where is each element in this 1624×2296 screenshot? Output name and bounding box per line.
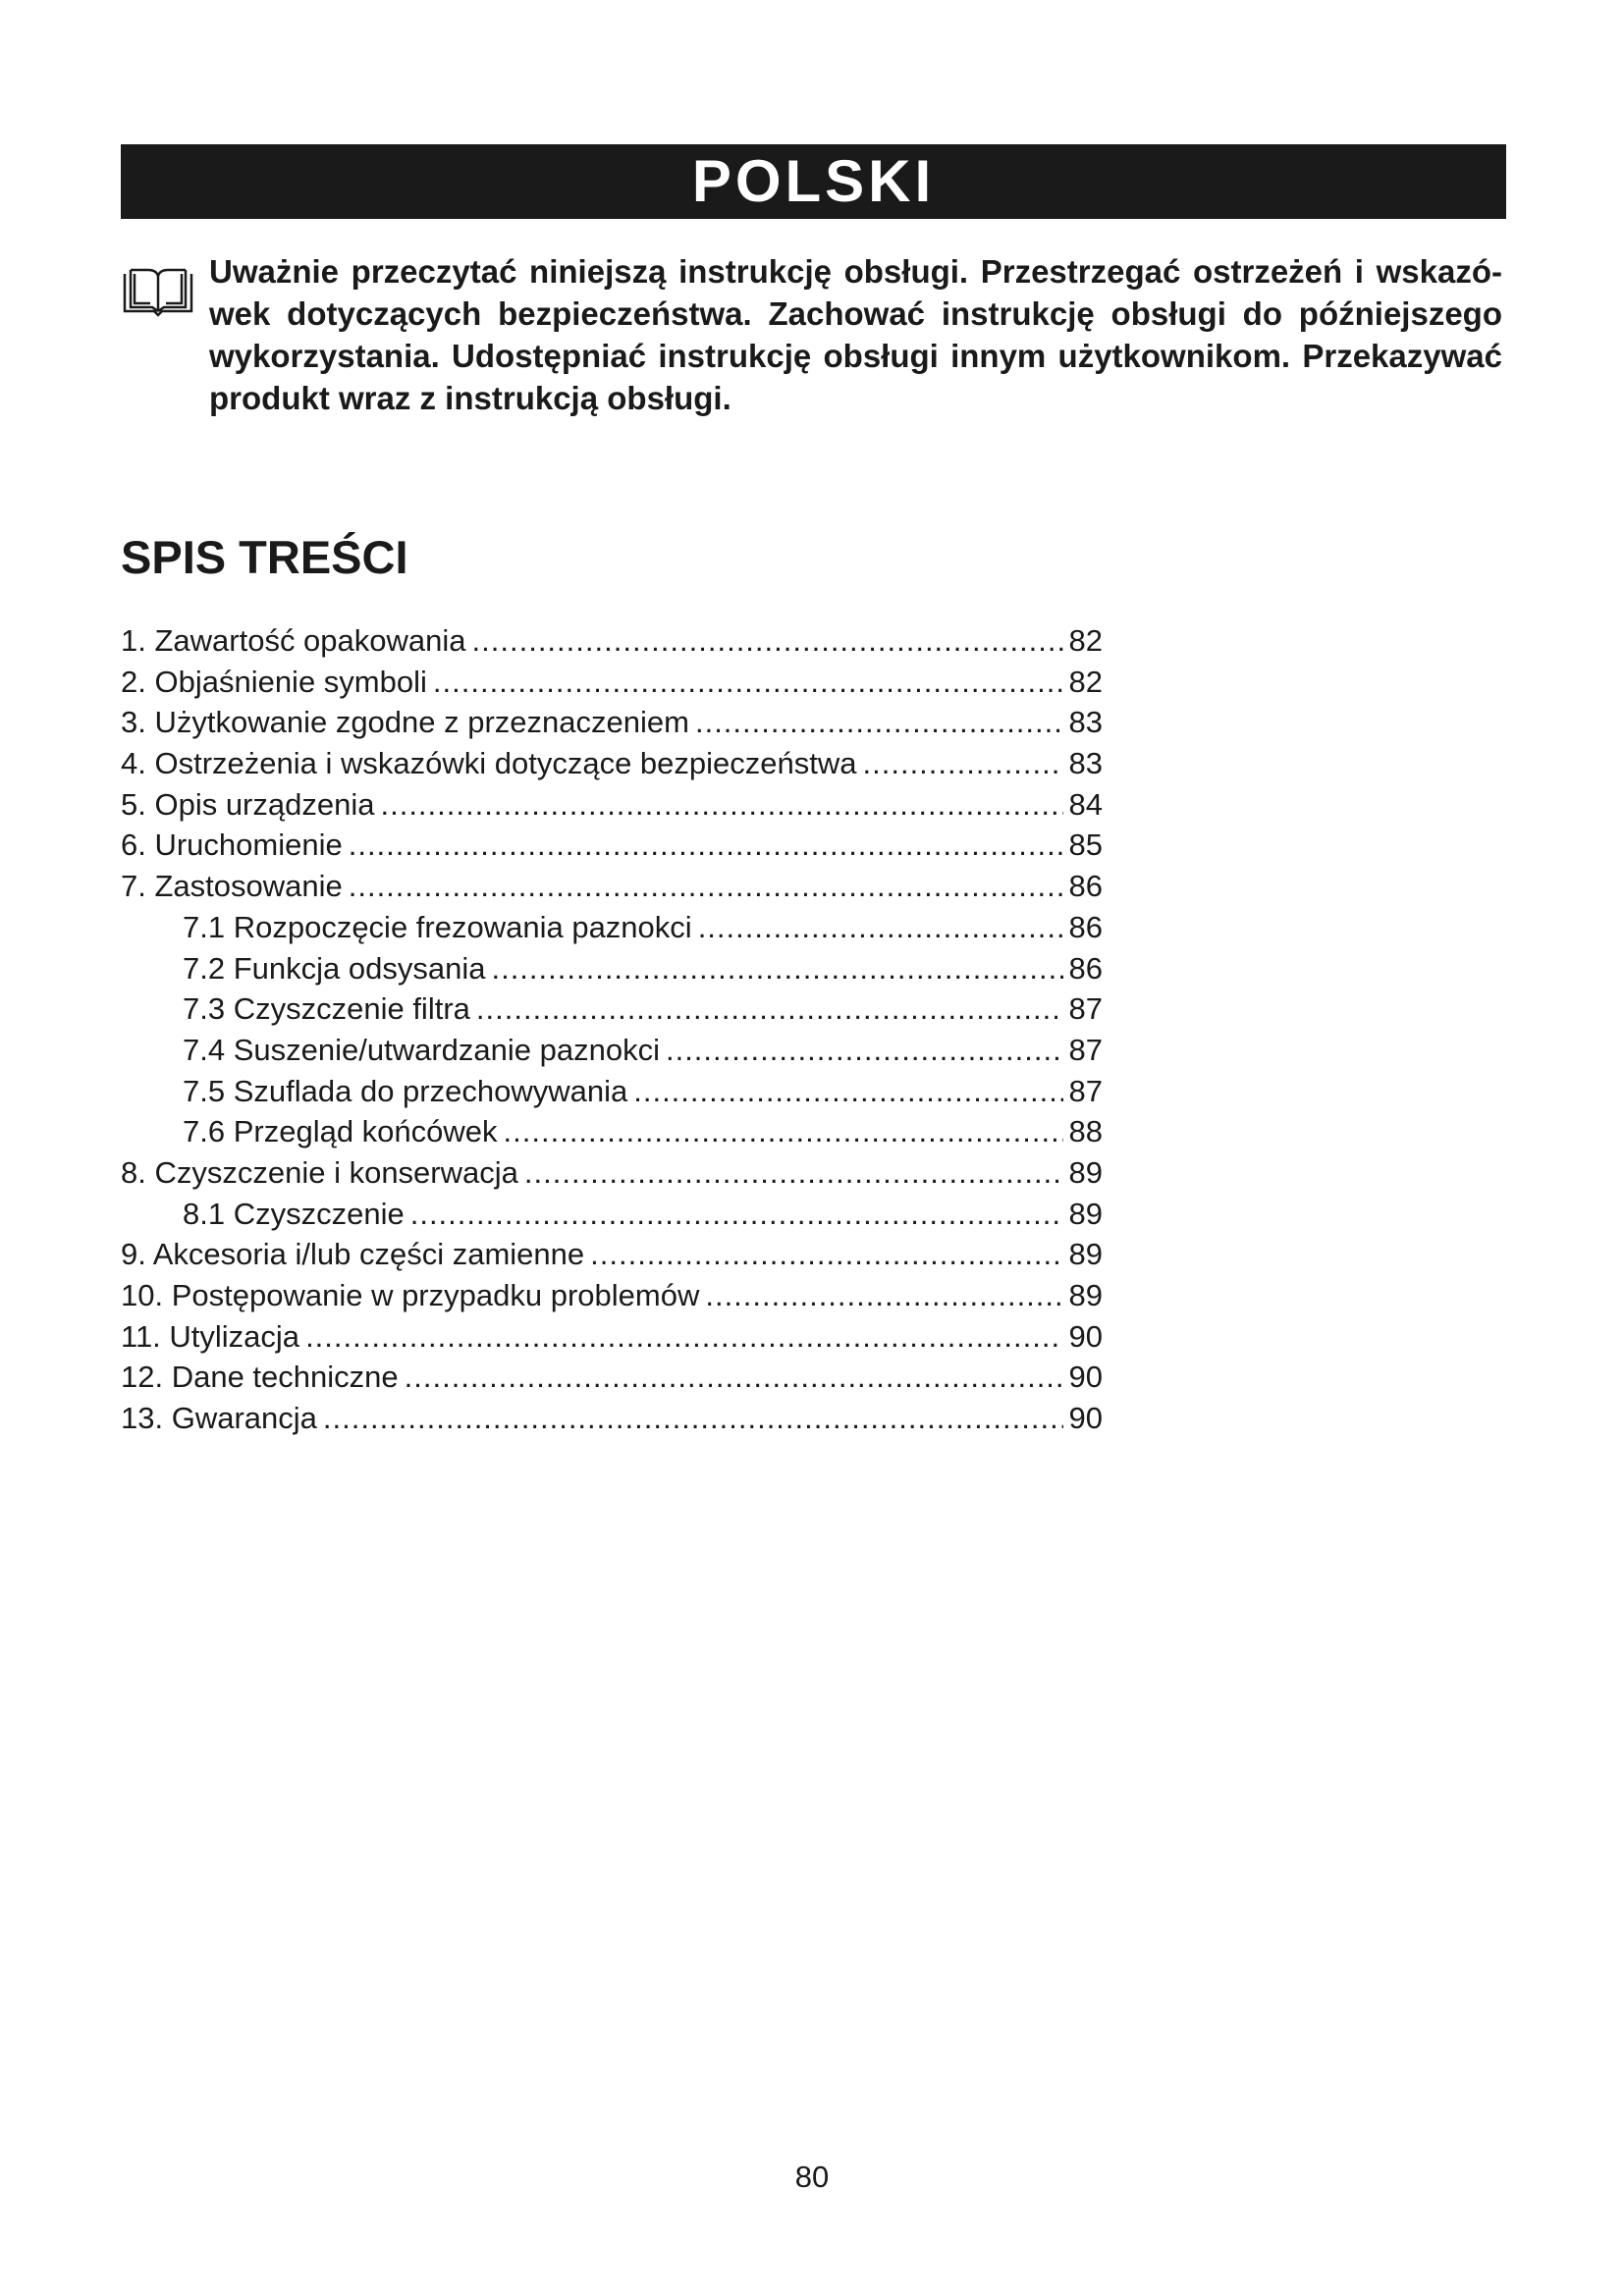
language-banner — [121, 144, 1506, 219]
toc-entry — [121, 866, 1103, 907]
toc-entry — [121, 1398, 1103, 1439]
toc-entry-label: 9. Akcesoria i/lub części zamienne — [121, 1237, 585, 1272]
toc-entry — [121, 1316, 1103, 1358]
page-number: 80 — [794, 2160, 830, 2194]
toc-entry-page: 84 — [1068, 786, 1103, 822]
toc-entry — [121, 1071, 1103, 1112]
toc-entry-page: 89 — [1068, 1278, 1103, 1312]
toc-entry-label: 5. Opis urządzenia — [121, 786, 375, 822]
toc-leader-dots — [323, 1398, 1063, 1439]
toc-entry-page: 90 — [1068, 1318, 1103, 1354]
toc-leader-dots — [698, 907, 1063, 948]
toc-entry-label: 10. Postępowanie w przypadku problemów — [121, 1278, 700, 1312]
notice-text: Uważnie przeczytać niniejszą instrukcję obsługi. Przestrzegać ostrzeżeń i wskazó-wek dotyczących bezpieczeństwa. Zachować instrukcję obsługi do późniejszego wykorzystania. Udostępniać instrukcję obsługi innym użytkownikom. Przekazywać produkt wraz z instrukcją obsługi. — [209, 253, 1502, 416]
toc-leader-dots — [349, 866, 1063, 907]
toc-entry-label: 6. Uruchomienie — [121, 828, 343, 863]
toc-leader-dots — [633, 1071, 1062, 1112]
toc-leader-dots — [524, 1152, 1063, 1194]
language-title: POLSKI — [691, 148, 936, 214]
toc-entry-page: 83 — [1068, 705, 1103, 740]
toc-entry — [121, 1030, 1103, 1071]
toc-entry-page: 89 — [1068, 1154, 1103, 1190]
toc-entry — [121, 1275, 1103, 1316]
toc-entry-page: 87 — [1068, 991, 1103, 1027]
toc-leader-dots — [472, 620, 1063, 662]
toc-entry-label: 3. Użytkowanie zgodne z przeznaczeniem — [121, 705, 689, 740]
toc-entry — [121, 620, 1103, 662]
toc-entry-page: 82 — [1068, 623, 1103, 658]
toc-entry-page: 86 — [1068, 909, 1103, 944]
toc-entry — [121, 743, 1103, 784]
toc-entry-page: 86 — [1068, 869, 1103, 904]
table-of-contents — [121, 620, 1103, 1439]
toc-leader-dots — [504, 1111, 1063, 1152]
toc-entry — [121, 1111, 1103, 1152]
toc-entry-label: 7.1 Rozpoczęcie frezowania paznokci — [183, 909, 692, 944]
toc-entry — [121, 1152, 1103, 1194]
toc-entry-label: 7.6 Przegląd końcówek — [183, 1114, 498, 1149]
toc-leader-dots — [863, 743, 1063, 784]
toc-entry-label: 7. Zastosowanie — [121, 869, 343, 904]
toc-entry-page: 89 — [1068, 1196, 1103, 1231]
toc-entry-label: 7.5 Szuflada do przechowywania — [183, 1073, 628, 1108]
toc-entry-label: 12. Dane techniczne — [121, 1360, 399, 1395]
toc-entry-label: 7.2 Funkcja odsysania — [183, 950, 486, 986]
toc-entry-page: 83 — [1068, 746, 1103, 781]
toc-leader-dots — [476, 988, 1063, 1030]
toc-entry-label: 11. Utylizacja — [121, 1318, 300, 1354]
toc-leader-dots — [305, 1316, 1062, 1358]
toc-entry-label: 7.4 Suszenie/utwardzanie paznokci — [183, 1032, 660, 1067]
toc-leader-dots — [491, 948, 1062, 989]
toc-entry-page: 86 — [1068, 950, 1103, 986]
toc-entry — [121, 1234, 1103, 1275]
toc-entry — [121, 662, 1103, 703]
open-book-icon — [121, 264, 195, 319]
toc-entry-page: 82 — [1068, 664, 1103, 699]
toc-entry — [121, 1357, 1103, 1398]
toc-leader-dots — [380, 784, 1062, 826]
toc-entry — [121, 988, 1103, 1030]
toc-entry — [121, 1194, 1103, 1235]
toc-leader-dots — [666, 1030, 1063, 1071]
toc-entry-page: 88 — [1068, 1114, 1103, 1149]
toc-leader-dots — [590, 1234, 1062, 1275]
toc-entry-label: 13. Gwarancja — [121, 1401, 317, 1436]
toc-entry-label: 2. Objaśnienie symboli — [121, 664, 427, 699]
toc-entry — [121, 907, 1103, 948]
toc-entry-page: 85 — [1068, 828, 1103, 863]
toc-leader-dots — [349, 825, 1063, 866]
toc-leader-dots — [705, 1275, 1062, 1316]
toc-leader-dots — [695, 702, 1063, 743]
toc-entry-page: 87 — [1068, 1073, 1103, 1108]
toc-leader-dots — [433, 662, 1063, 703]
toc-entry-label: 8. Czyszczenie i konserwacja — [121, 1154, 518, 1190]
toc-entry-page: 89 — [1068, 1237, 1103, 1272]
toc-entry-page: 90 — [1068, 1401, 1103, 1436]
toc-entry — [121, 784, 1103, 826]
toc-entry-label: 8.1 Czyszczenie — [183, 1196, 405, 1231]
toc-leader-dots — [405, 1357, 1063, 1398]
toc-entry-label: 1. Zawartość opakowania — [121, 623, 466, 658]
toc-entry — [121, 702, 1103, 743]
toc-entry-label: 4. Ostrzeżenia i wskazówki dotyczące bezpieczeństwa — [121, 746, 857, 781]
toc-entry — [121, 948, 1103, 989]
toc-entry — [121, 825, 1103, 866]
toc-entry-page: 90 — [1068, 1360, 1103, 1395]
toc-entry-page: 87 — [1068, 1032, 1103, 1067]
toc-leader-dots — [410, 1194, 1063, 1235]
safety-notice — [121, 250, 1506, 419]
toc-entry-label: 7.3 Czyszczenie filtra — [183, 991, 470, 1027]
toc-title: SPIS TREŚCI — [121, 531, 408, 583]
